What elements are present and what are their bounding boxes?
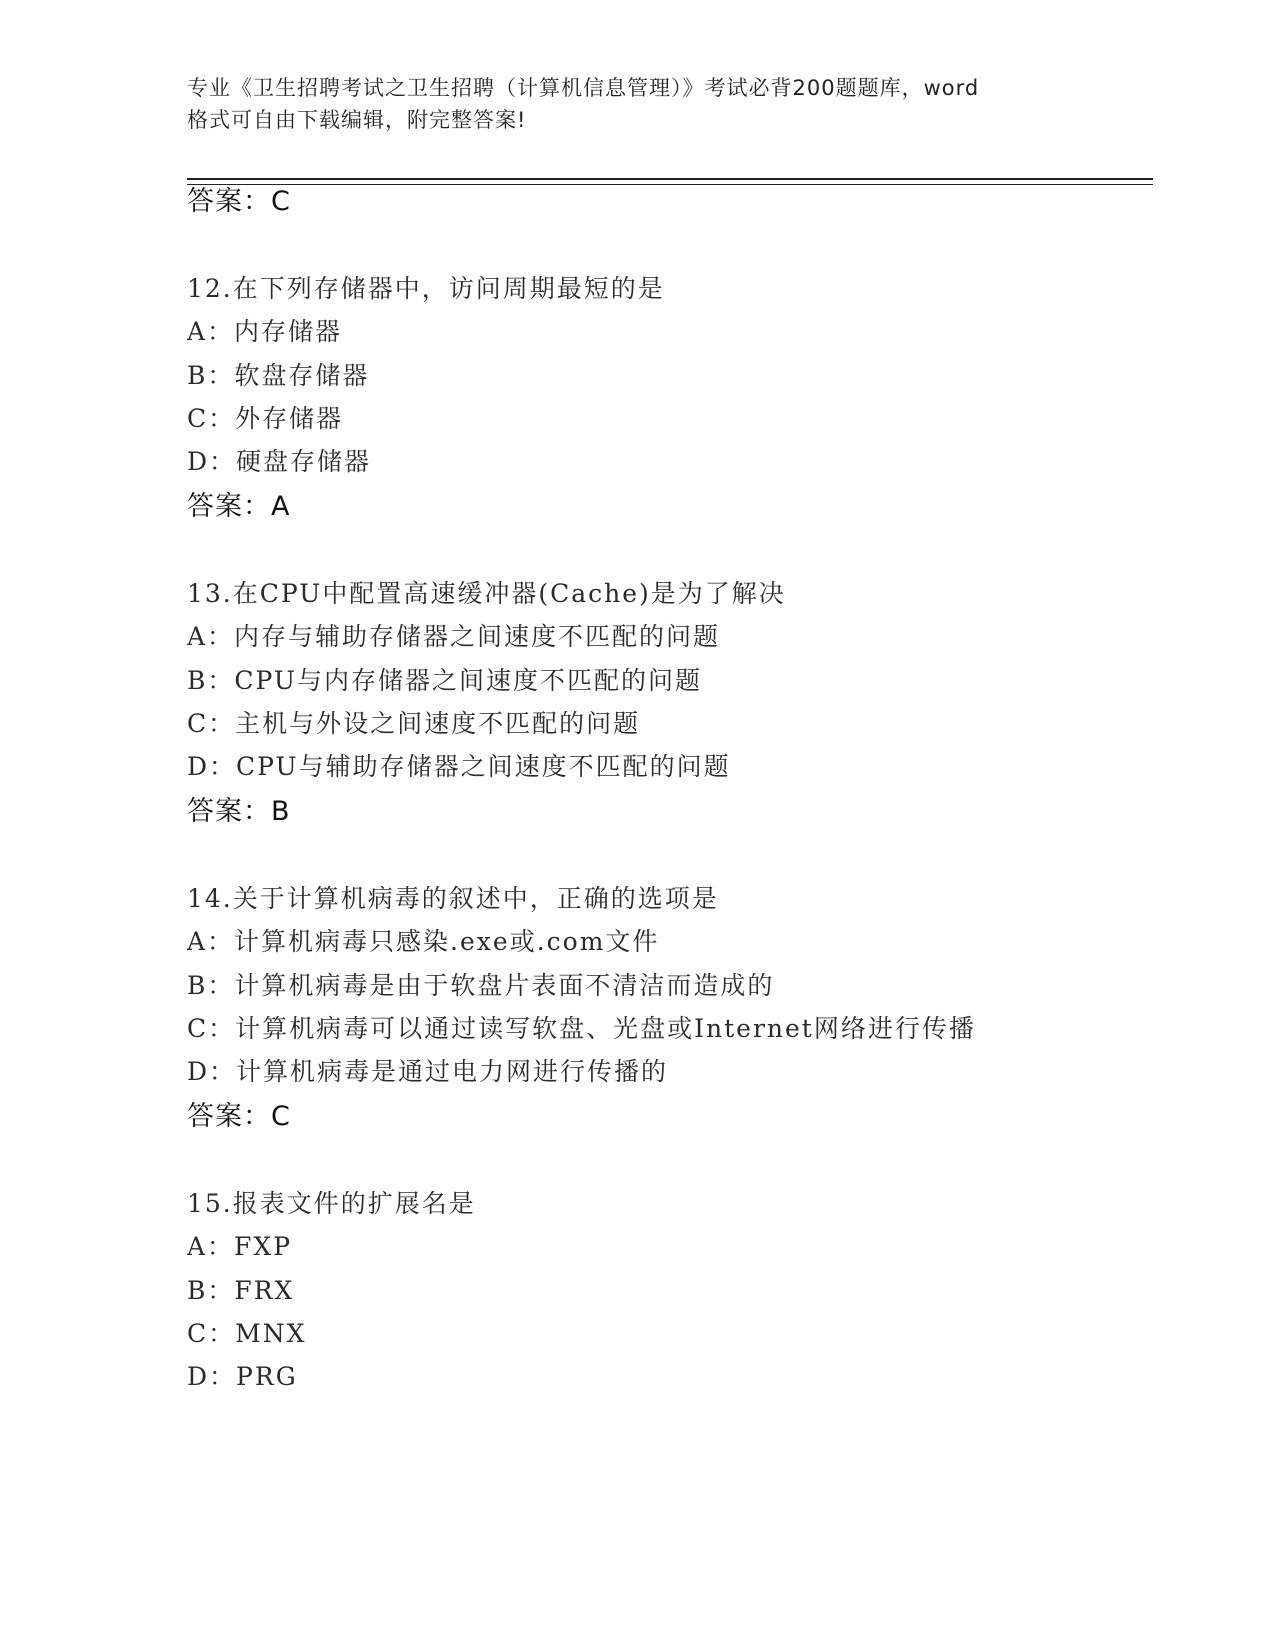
option-b: B：计算机病毒是由于软盘片表面不清洁而造成的 [187, 971, 775, 1000]
option-d: D：PRG [187, 1362, 298, 1391]
option-c: C：MNX [187, 1319, 307, 1348]
question-stem: 14.关于计算机病毒的叙述中，正确的选项是 [187, 884, 719, 913]
option-c: C：计算机病毒可以通过读写软盘、光盘或Internet网络进行传播 [187, 1014, 976, 1043]
answer-line: 答案：B [187, 796, 291, 827]
option-d: D：计算机病毒是通过电力网进行传播的 [187, 1057, 669, 1086]
option-d: D：CPU与辅助存储器之间速度不匹配的问题 [187, 752, 731, 781]
option-b: B：FRX [187, 1276, 295, 1305]
header-divider-thin [187, 184, 1153, 185]
header-line-1: 专业《卫生招聘考试之卫生招聘（计算机信息管理）》考试必背200题题库，word [187, 76, 980, 100]
header-line-2: 格式可自由下载编辑，附完整答案! [187, 108, 527, 132]
answer-line: 答案：A [187, 491, 291, 522]
option-c: C：外存储器 [187, 404, 344, 433]
option-b: B：CPU与内存储器之间速度不匹配的问题 [187, 666, 702, 695]
option-c: C：主机与外设之间速度不匹配的问题 [187, 709, 641, 738]
document-header [187, 72, 1087, 136]
option-a: A：内存储器 [187, 317, 343, 346]
option-a: A：内存与辅助存储器之间速度不匹配的问题 [187, 622, 721, 651]
option-d: D：硬盘存储器 [187, 447, 372, 476]
question-stem: 13.在CPU中配置高速缓冲器(Cache)是为了解决 [187, 579, 786, 608]
answer-line: 答案：C [187, 1101, 291, 1132]
question-stem: 12.在下列存储器中，访问周期最短的是 [187, 274, 665, 303]
question-stem: 15.报表文件的扩展名是 [187, 1189, 476, 1218]
option-a: A：计算机病毒只感染.exe或.com文件 [187, 927, 660, 956]
answer-line: 答案：C [187, 186, 291, 217]
header-divider-thick [187, 178, 1153, 180]
option-b: B：软盘存储器 [187, 361, 370, 390]
option-a: A：FXP [187, 1232, 293, 1261]
